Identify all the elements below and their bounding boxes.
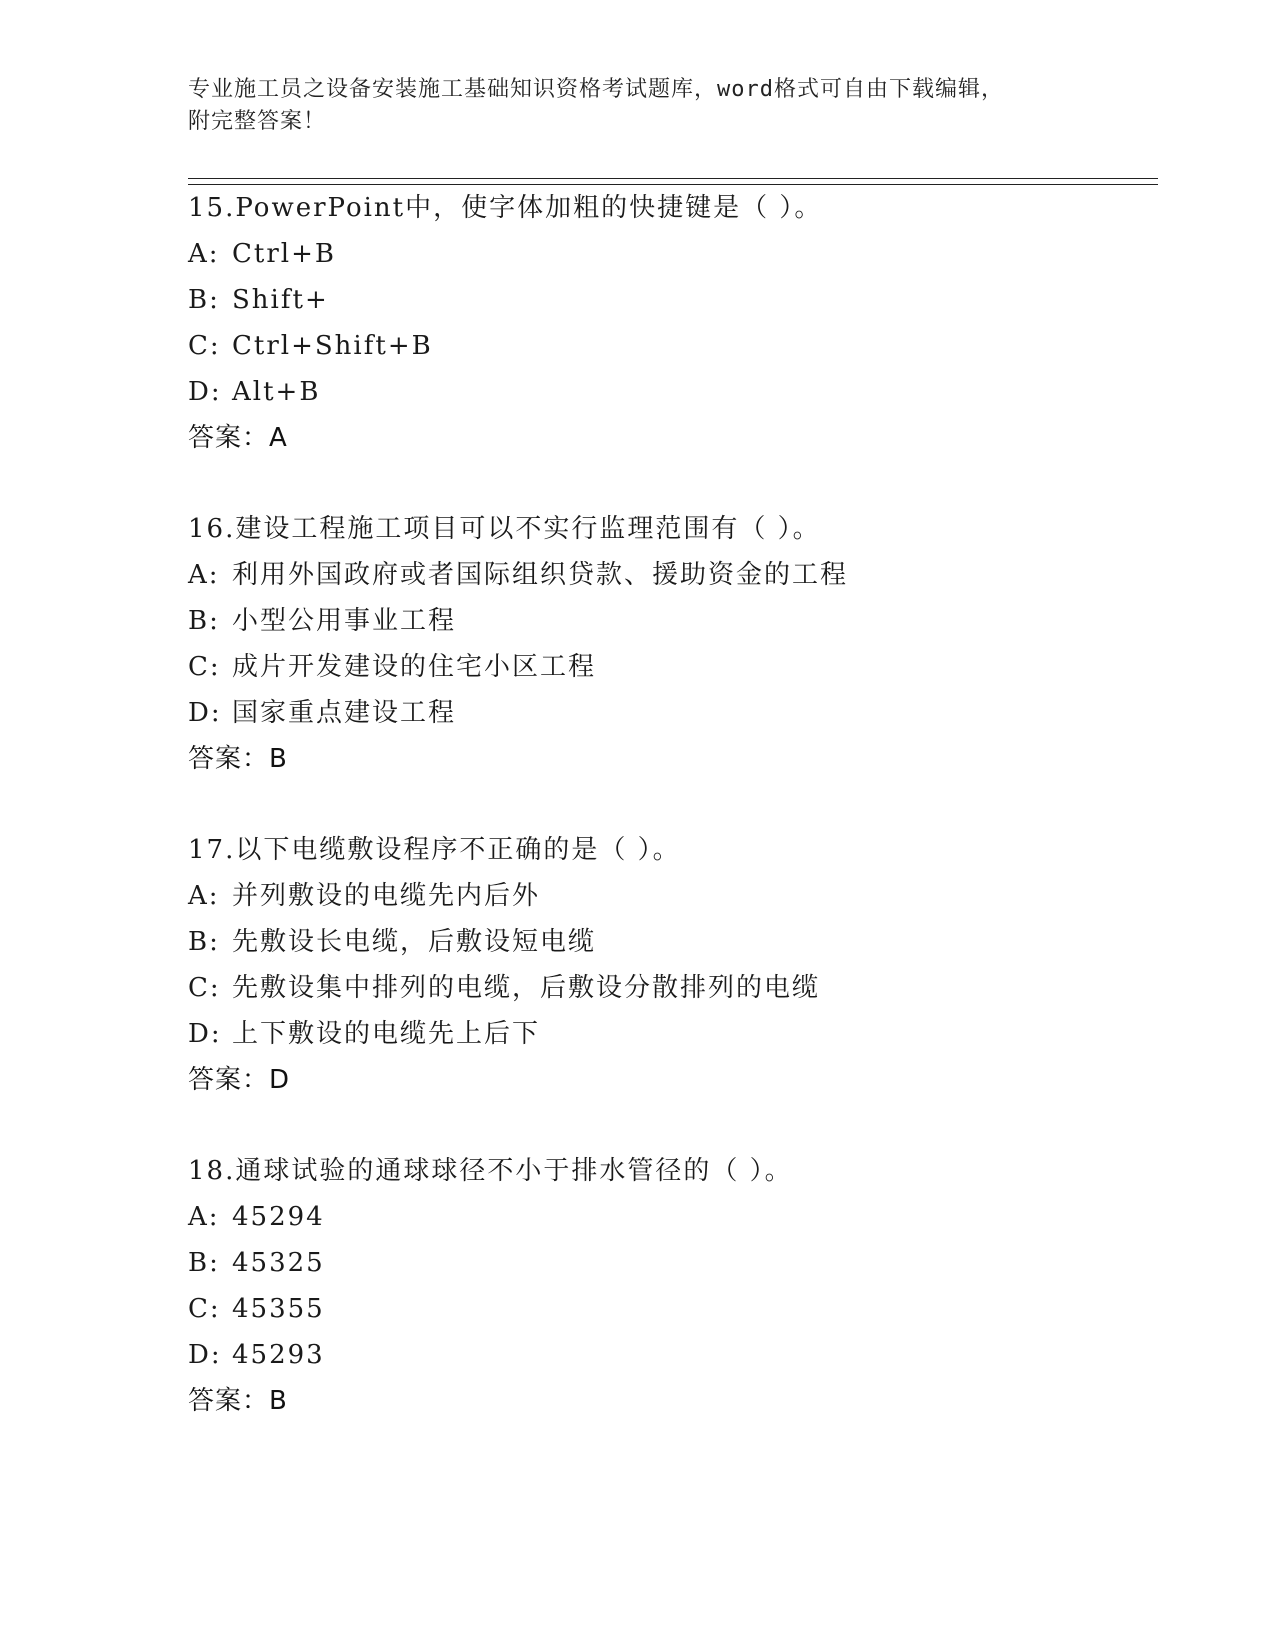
option-text: 45355 — [232, 1294, 325, 1324]
option-text: Alt+B — [232, 377, 321, 407]
question-15 — [188, 185, 1168, 461]
option-text: 45294 — [232, 1202, 325, 1232]
option-text: 小型公用事业工程 — [232, 606, 457, 636]
question-stem: 18.通球试验的通球球径不小于排水管径的（ ）。 — [188, 1156, 793, 1186]
question-18 — [188, 1148, 1168, 1424]
option-b — [188, 277, 1168, 323]
question-stem: 16.建设工程施工项目可以不实行监理范围有（ ）。 — [188, 514, 821, 544]
option-letter: A: — [188, 1202, 220, 1232]
option-d — [188, 1332, 1168, 1378]
question-17 — [188, 827, 1168, 1103]
option-letter: D: — [188, 698, 222, 728]
option-c — [188, 323, 1168, 369]
option-text: Ctrl+Shift+B — [232, 331, 433, 361]
option-b — [188, 1240, 1168, 1286]
option-letter: B: — [188, 285, 220, 315]
option-letter: C: — [188, 652, 221, 682]
option-text: 国家重点建设工程 — [232, 698, 457, 728]
option-text: 45325 — [232, 1248, 325, 1278]
option-letter: A: — [188, 239, 220, 269]
answer-line: 答案：B — [188, 1386, 288, 1416]
option-letter: A: — [188, 560, 220, 590]
option-d — [188, 369, 1168, 415]
option-letter: B: — [188, 927, 220, 957]
option-d — [188, 1011, 1168, 1057]
question-stem: 15.PowerPoint中，使字体加粗的快捷键是（ ）。 — [188, 193, 823, 223]
option-letter: C: — [188, 973, 221, 1003]
answer-line: 答案：D — [188, 1065, 291, 1095]
question-stem: 17.以下电缆敷设程序不正确的是（ ）。 — [188, 835, 681, 865]
option-c — [188, 1286, 1168, 1332]
question-16 — [188, 506, 1168, 782]
option-text: 利用外国政府或者国际组织贷款、援助资金的工程 — [232, 560, 849, 590]
document-header — [188, 74, 1068, 138]
option-a — [188, 873, 1168, 919]
option-letter: D: — [188, 1019, 222, 1049]
option-letter: C: — [188, 331, 221, 361]
option-text: 先敷设长电缆，后敷设短电缆 — [232, 927, 597, 957]
option-c — [188, 965, 1168, 1011]
option-text: 并列敷设的电缆先内后外 — [232, 881, 541, 911]
header-divider — [188, 178, 1158, 185]
option-text: Shift+ — [232, 285, 329, 315]
option-a — [188, 552, 1168, 598]
option-a — [188, 231, 1168, 277]
option-text: 成片开发建设的住宅小区工程 — [232, 652, 597, 682]
option-a — [188, 1194, 1168, 1240]
option-letter: B: — [188, 1248, 220, 1278]
option-c — [188, 644, 1168, 690]
option-letter: D: — [188, 1340, 222, 1370]
header-line-1: 专业施工员之设备安装施工基础知识资格考试题库，word格式可自由下载编辑， — [188, 77, 1004, 102]
option-letter: B: — [188, 606, 220, 636]
header-line-2: 附完整答案！ — [188, 109, 327, 134]
answer-line: 答案：B — [188, 744, 288, 774]
answer-line: 答案：A — [188, 423, 288, 453]
option-d — [188, 690, 1168, 736]
option-text: 上下敷设的电缆先上后下 — [232, 1019, 541, 1049]
option-letter: D: — [188, 377, 222, 407]
option-text: Ctrl+B — [232, 239, 336, 269]
option-b — [188, 919, 1168, 965]
option-letter: C: — [188, 1294, 221, 1324]
option-text: 45293 — [232, 1340, 325, 1370]
option-text: 先敷设集中排列的电缆，后敷设分散排列的电缆 — [232, 973, 821, 1003]
option-b — [188, 598, 1168, 644]
option-letter: A: — [188, 881, 220, 911]
